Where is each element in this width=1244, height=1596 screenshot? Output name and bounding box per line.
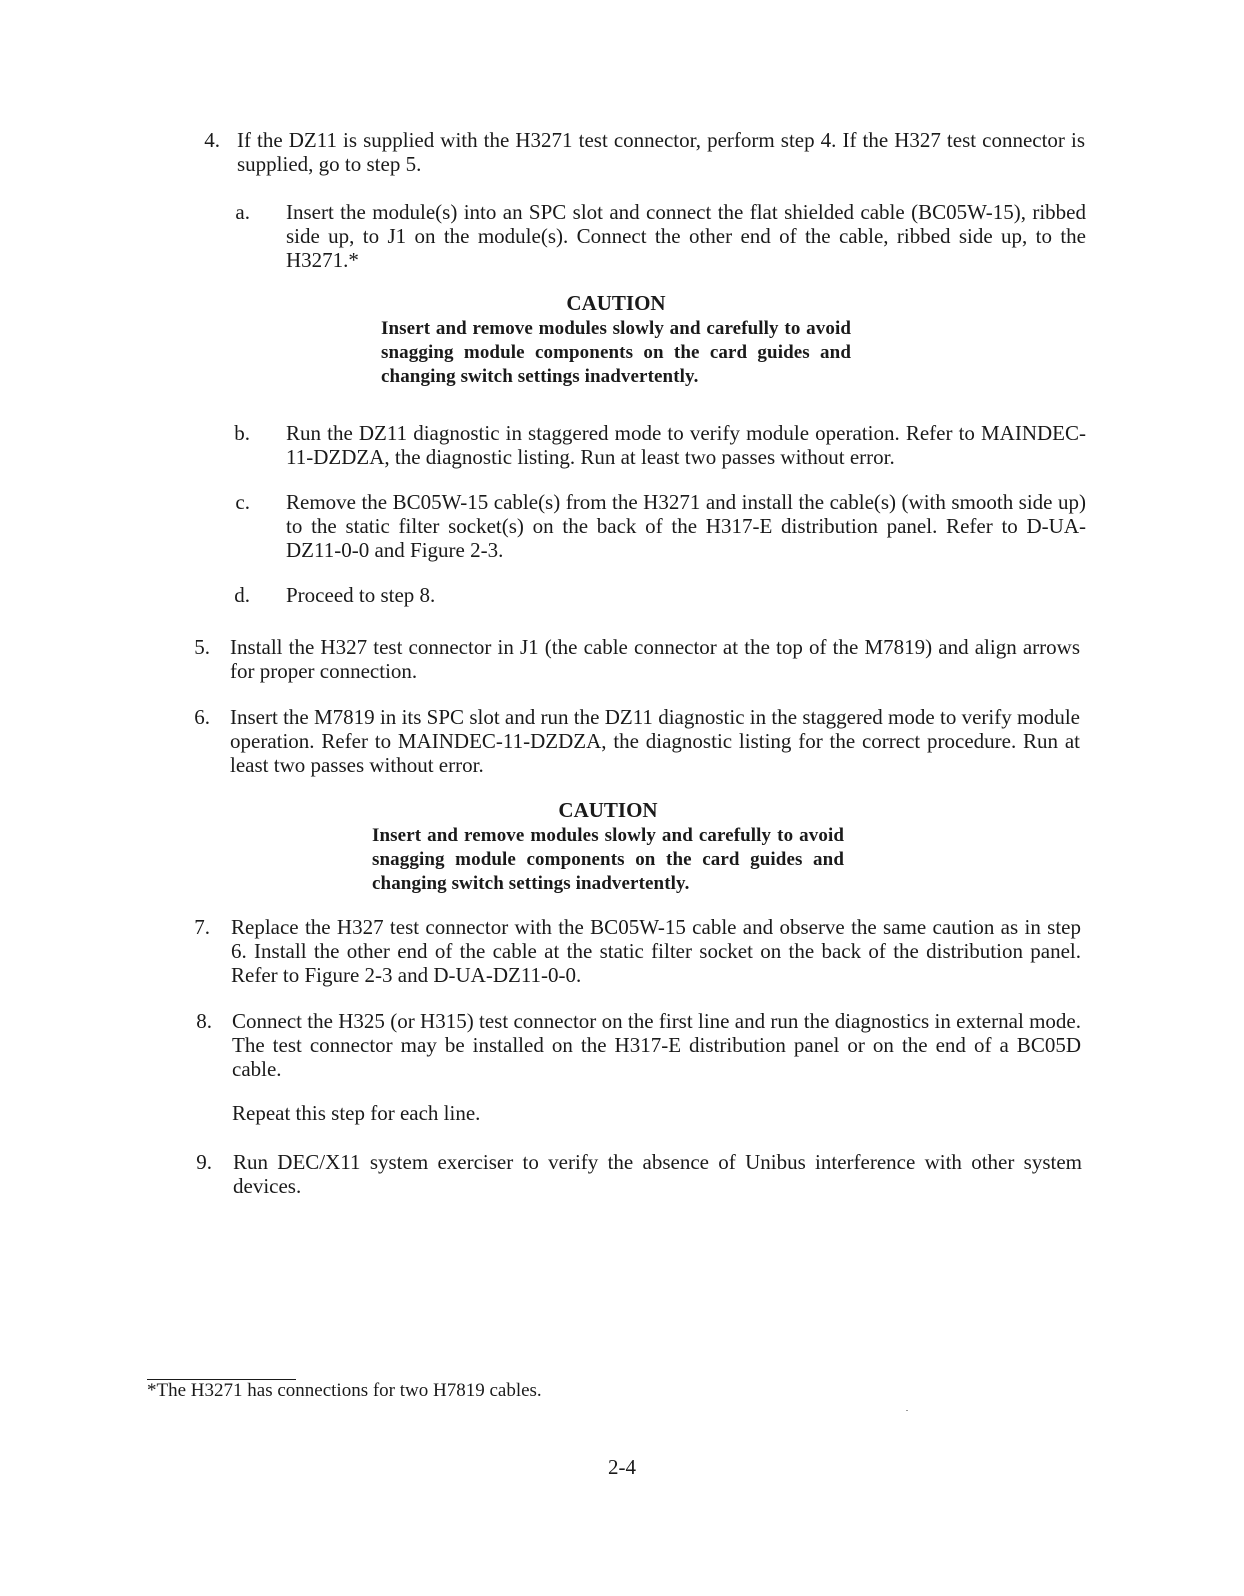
step-4-number: 4.	[204, 128, 220, 152]
step-9-text: Run DEC/X11 system exerciser to verify the absence of Unibus interference with other system devices.	[233, 1150, 1082, 1198]
step-6-text: Insert the M7819 in its SPC slot and run the DZ11 diagnostic in the staggered mode to verify module operation. Refer to MAINDEC-11-DZDZA, the diagnostic listing for the correct procedure. Run at least two passes without error.	[230, 705, 1080, 777]
step-4b-text: Run the DZ11 diagnostic in staggered mode to verify module operation. Refer to MAINDEC-11-DZDZA, the diagnostic listing. Run at least two passes without error.	[286, 421, 1086, 469]
step-5-number: 5.	[194, 635, 210, 659]
step-8-text: Connect the H325 (or H315) test connector on the first line and run the diagnostics in external mode. The test connector may be installed on the H317-E distribution panel or on the end of a BC05D cable.	[232, 1009, 1081, 1081]
caution-2-body: Insert and remove modules slowly and carefully to avoid snagging module components on the card guides and changing switch settings inadvertently.	[372, 825, 844, 894]
step-4c-text: Remove the BC05W-15 cable(s) from the H3271 and install the cable(s) (with smooth side up) to the static filter socket(s) on the back of the H317-E distribution panel. Refer to D-UA-DZ11-0-0 and Figure 2-3.	[286, 490, 1086, 562]
step-4a-text: Insert the module(s) into an SPC slot and connect the flat shielded cable (BC05W-15), ribbed side up, to J1 on the module(s). Connect the other end of the cable, ribbed side up, to the H3271.*	[286, 200, 1086, 272]
footnote: *The H3271 has connections for two H7819 cables.	[147, 1380, 542, 1401]
scan-speck	[906, 1410, 908, 1411]
step-6-number: 6.	[194, 705, 210, 729]
step-9-number: 9.	[196, 1150, 212, 1174]
step-4d-letter: d.	[234, 583, 250, 607]
step-4-text: If the DZ11 is supplied with the H3271 test connector, perform step 4. If the H327 test connector is supplied, go to step 5.	[237, 128, 1085, 176]
step-4b-letter: b.	[234, 421, 250, 445]
caution-1-title: CAUTION	[566, 291, 666, 315]
step-5-text: Install the H327 test connector in J1 (the cable connector at the top of the M7819) and align arrows for proper connection.	[230, 635, 1080, 683]
caution-1	[381, 291, 851, 389]
caution-2-title: CAUTION	[558, 798, 658, 822]
step-7-text: Replace the H327 test connector with the BC05W-15 cable and observe the same caution as in step 6. Install the other end of the cable at the static filter socket on the back of the distribution panel. Refer to Figure 2-3 and D-UA-DZ11-0-0.	[231, 915, 1081, 987]
step-8-extra: Repeat this step for each line.	[232, 1101, 481, 1125]
step-7-number: 7.	[194, 915, 210, 939]
step-8-number: 8.	[196, 1009, 212, 1033]
page-number: 2-4	[608, 1455, 636, 1479]
step-4a-letter: a.	[235, 200, 250, 224]
step-4d-text: Proceed to step 8.	[286, 583, 436, 607]
step-4c-letter: c.	[235, 490, 250, 514]
caution-2	[372, 798, 844, 896]
caution-1-body: Insert and remove modules slowly and carefully to avoid snagging module components on the card guides and changing switch settings inadvertently.	[381, 318, 851, 387]
